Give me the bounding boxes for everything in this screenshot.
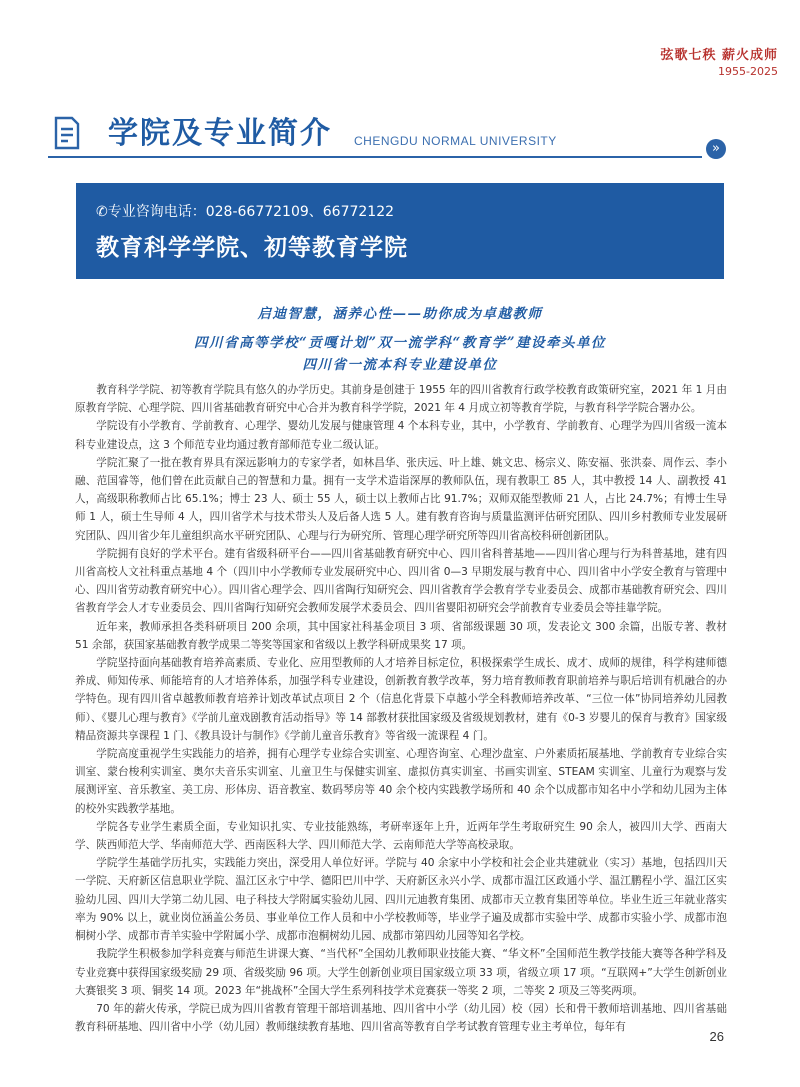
motto-discipline: 四川省高等学校“贡嘎计划”双一流学科“教育学”建设牵头单位 bbox=[193, 335, 607, 351]
page-number: 26 bbox=[709, 1029, 724, 1044]
paragraph-practice: 学院高度重视学生实践能力的培养，拥有心理学专业综合实训室、心理咨询室、心理沙盘室、户外素质拓展基地、学前教育专业综合实训室、蒙台梭利实训室、奥尔夫音乐实训室、儿童卫生与保健实训室、虚拟仿真实训室、书画实训室、STEAM 实训室、儿童行为观察与发展测评室、音乐教室、美工房、形体房、语音教室、数码琴房等 40 余个校内实践教学场所和 40 余个以成都市知名中小学和幼儿园为主体的校外实践教学基地。 bbox=[75, 748, 727, 815]
paragraph-competitions: 我院学生积极参加学科竞赛与师范生讲课大赛、“当代杯”全国幼儿教师职业技能大赛、“华文杯”全国师范生教学技能大赛等各种学科及专业竞赛中获得国家级奖励 29 项、省级奖励 96 项。大学生创新创业项目国家级立项 33 项，省级立项 17 项。“互联网+”大学生创新创业大赛银奖 3 项、铜奖 14 项。2023 年“挑战杯”全国大学生系列科技学术竞赛获一等奖 2 项，二等奖 2 项及三等奖两项。 bbox=[75, 948, 727, 997]
college-description bbox=[75, 381, 727, 1036]
paragraph-employment: 学院学生基础学历扎实，实践能力突出，深受用人单位好评。学院与 40 余家中小学校和社会企业共建就业（实习）基地，包括四川天一学院、天府新区信息职业学院、温江区永宁中学、德阳巴川中学、天府新区永兴小学、成都市温江区政通小学、温江鹏程小学、温江区实验幼儿园、四川大学第二幼儿园、电子科技大学附属实验幼儿园、四川元迪教育集团、成都市天立教育集团等单位。毕业生近三年就业落实率为 90% 以上，就业岗位涵盖公务员、事业单位工作人员和中小学校教师等，毕业学子遍及成都市实验中学、成都市实验小学、成都市泡桐树小学、成都市青羊实验中学附属小学、成都市泡桐树幼儿园、成都市第四幼儿园等知名学校。 bbox=[75, 857, 727, 943]
paragraph-platforms: 学院拥有良好的学术平台。建有省级科研平台——四川省基础教育研究中心、四川省科普基地——四川省心理与行为科普基地，建有四川省高校人文社科重点基地 4 个（四川中小学教师专业发展研究中心、四川省 0—3 早期发展与教育中心、四川省中小学安全教育与管理中心、四川省劳动教育研究中心）。四川省心理学会、四川省陶行知研究会、四川省教育学会教育学专业委员会、成都市基础教育研究会、四川省教育学会人才专业委员会、四川省陶行知研究会教师发展学术委员会、四川省婴阳初研究会学前教育专业委员会等挂靠学院。 bbox=[75, 547, 727, 615]
paragraph-history: 教育科学学院、初等教育学院具有悠久的办学历史。其前身是创建于 1955 年的四川省教育行政学校教育政策研究室，2021 年 1 月由原教育学院、心理学院、四川省基础教育研究中心合并为教育科学学院，2021 年 4 月成立初等教育学院，与教育科学学院合署办公。 bbox=[75, 384, 727, 415]
section-subtitle: CHENGDU NORMAL UNIVERSITY bbox=[354, 134, 557, 148]
paragraph-legacy: 70 年的薪火传承，学院已成为四川省教育管理干部培训基地、四川省中小学（幼儿园）校（园）长和骨干教师培训基地、四川省基础教育科研基地、四川省中小学（幼儿园）教师继续教育基地、四川省高等教育自学考试教育管理专业主考单位，每年有 bbox=[75, 1002, 727, 1034]
paragraph-majors: 学院设有小学教育、学前教育、心理学、婴幼儿发展与健康管理 4 个本科专业，其中，小学教育、学前教育、心理学为四川省级一流本科专业建设点，这 3 个师范专业均通过教育部师范专业二级认证。 bbox=[75, 420, 727, 451]
motto-slogan: 启迪智慧，涵养心性——助你成为卓越教师 bbox=[257, 306, 543, 322]
double-arrow-icon: » bbox=[706, 139, 726, 159]
paragraph-faculty: 学院汇聚了一批在教育界具有深远影响力的专家学者，如林昌华、张庆远、叶上雄、姚文忠、杨宗义、陈安福、张洪泰、周作云、李小融、范国睿等，他们曾在此贡献自己的智慧和力量。拥有一支学术造诣深厚的教师队伍，现有教职工 85 人，其中教授 14 人、副教授 41 人，高级职称教师占比 65.1%；博士 23 人、硕士 55 人，硕士以上教师占比 91.7%；双师双能型教师 21 人，占比 24.7%；有博士生导师 1 人，硕士生导师 4 人，四川省学术与技术带头人及后备人选 5 人。建有教育咨询与质量监测评估研究团队、四川乡村教师专业发展研究团队、四川省少年儿童组织高水平研究团队、心理与行为研究所、管理心理学研究所等四川省高校科研创新团队。 bbox=[75, 456, 727, 542]
section-title: 学院及专业简介 bbox=[108, 116, 332, 151]
college-banner bbox=[76, 183, 724, 279]
section-header bbox=[48, 112, 736, 156]
badge-years: 1955-2025 bbox=[718, 65, 778, 78]
document-icon bbox=[54, 116, 80, 150]
badge-slogan: 弦歌七秩 薪火成师 bbox=[660, 48, 778, 63]
paragraph-postgrad: 学院各专业学生素质全面，专业知识扎实、专业技能熟练，考研率逐年上升，近两年学生考取研究生 90 余人，被四川大学、西南大学、陕西师范大学、华南师范大学、西南医科大学、四川师范大学、云南师范大学等高校录取。 bbox=[75, 820, 727, 852]
paragraph-research: 近年来，教师承担各类科研项目 200 余项，其中国家社科基金项目 3 项、省部级课题 30 项，发表论文 300 余篇，出版专著、教材 51 余部，获国家基础教育教学成果二等奖等国家和省级以上教学科研成果奖 17 项。 bbox=[75, 620, 727, 651]
header-divider bbox=[48, 156, 702, 158]
anniversary-badge bbox=[660, 44, 778, 78]
college-name: 教育科学学院、初等教育学院 bbox=[96, 235, 408, 261]
consult-phone: ✆专业咨询电话：028-66772109、66772122 bbox=[96, 204, 395, 220]
paragraph-training: 学院坚持面向基础教育培养高素质、专业化、应用型教师的人才培养目标定位，积极探索学生成长、成才、成师的规律，科学构建师德养成、师知传承、师能培育的人才培养体系，加强学科专业建设，创新教育教学改革，努力培育教师教育职前培养与职后培训有机融合的办学特色。现有四川省卓越教师教育培养计划改革试点项目 2 个（信息化背景下卓越小学全科教师培养改革、“三位一体”协同培养幼儿园教师）、《婴儿心理与教育》《学前儿童戏剧教育活动指导》等 14 部教材获批国家级及省级规划教材，建有《0-3 岁婴儿的保育与教育》国家级精品资源共享课程 1 门、《教具设计与制作》《学前儿童音乐教育》等省级一流课程 4 门。 bbox=[75, 657, 727, 742]
motto-program: 四川省一流本科专业建设单位 bbox=[302, 357, 498, 373]
